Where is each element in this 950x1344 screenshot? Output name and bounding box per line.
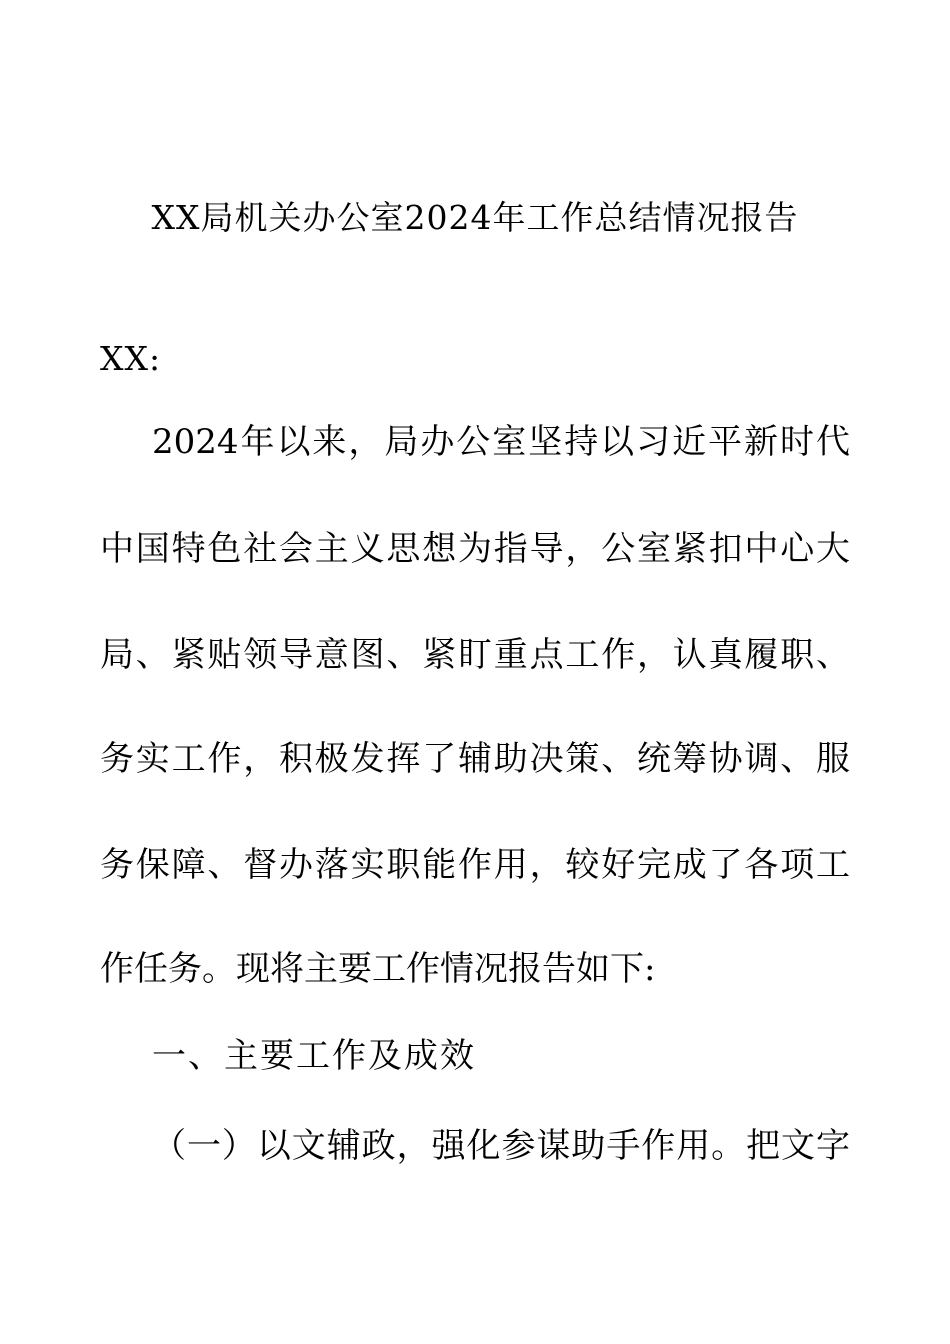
paragraph-line: 中国特色社会主义思想为指导，公室紧扣中心大 bbox=[100, 529, 850, 569]
paragraph-line: 局、紧贴领导意图、紧盯重点工作，认真履职、 bbox=[100, 635, 850, 675]
paragraph-line: 务保障、督办落实职能作用，较好完成了各项工 bbox=[100, 845, 850, 885]
paragraph-line: 务实工作，积极发挥了辅助决策、统筹协调、服 bbox=[100, 739, 850, 779]
salutation: XX: bbox=[100, 339, 162, 378]
subsection-line: （一）以文辅政，强化参谋助手作用。把文字 bbox=[152, 1126, 850, 1166]
document-title: XX局机关办公室2024年工作总结情况报告 bbox=[151, 198, 799, 237]
section-heading: 一、主要工作及成效 bbox=[152, 1036, 476, 1076]
paragraph-line: 2024年以来，局办公室坚持以习近平新时代 bbox=[152, 422, 850, 462]
paragraph-line: 作任务。现将主要工作情况报告如下: bbox=[100, 949, 656, 989]
